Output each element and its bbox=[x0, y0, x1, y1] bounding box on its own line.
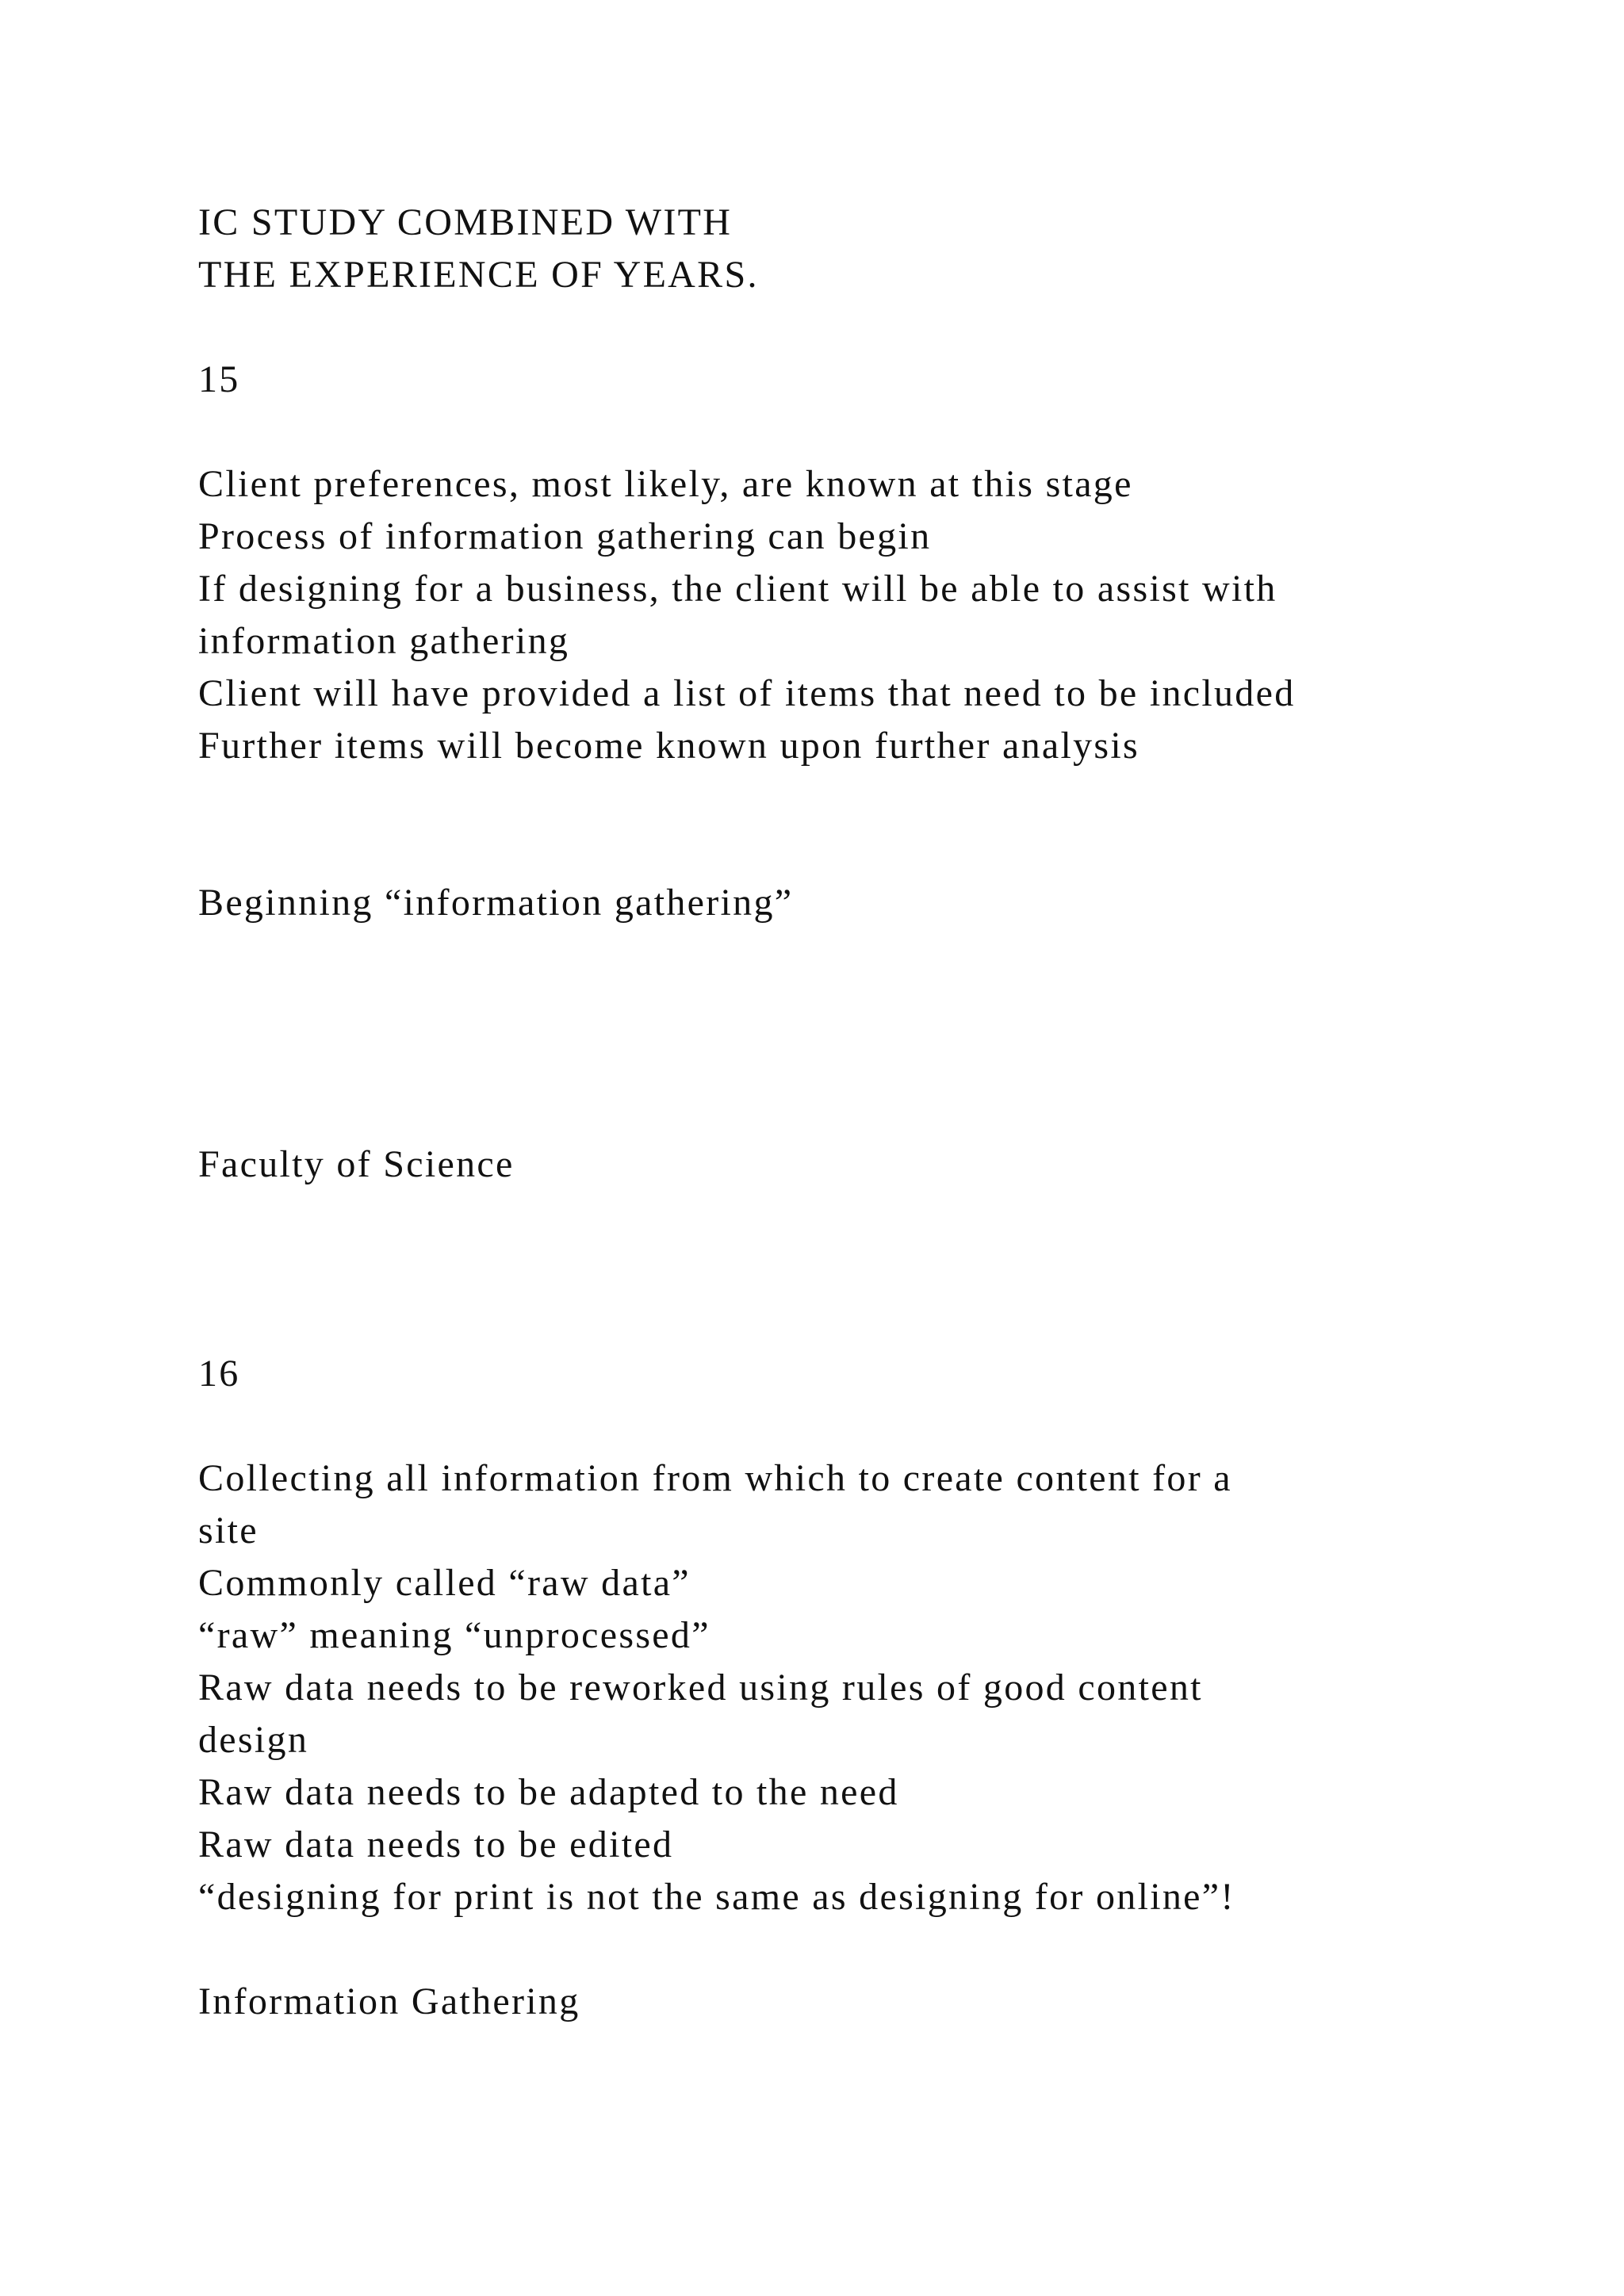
slide-title: Information Gathering bbox=[198, 1980, 580, 2022]
bullet-line: Raw data needs to be edited bbox=[198, 1823, 674, 1866]
bullet-line: information gathering bbox=[198, 620, 570, 662]
bullet-line: site bbox=[198, 1510, 259, 1552]
slide-title: Beginning “information gathering” bbox=[198, 882, 794, 924]
heading-line: IC STUDY COMBINED WITH bbox=[198, 201, 733, 243]
bullet-line: “designing for print is not the same as designing for online”! bbox=[198, 1876, 1235, 1918]
bullet-line: design bbox=[198, 1719, 309, 1761]
bullet-line: Raw data needs to be adapted to the need bbox=[198, 1771, 899, 1813]
bullet-line: “raw” meaning “unprocessed” bbox=[198, 1614, 710, 1656]
bullet-line: Further items will become known upon further analysis bbox=[198, 725, 1140, 767]
bullet-line: Collecting all information from which to create content for a bbox=[198, 1457, 1232, 1499]
bullet-line: Process of information gathering can begin bbox=[198, 515, 932, 557]
bullet-line: Raw data needs to be reworked using rules of good content bbox=[198, 1667, 1203, 1709]
bullet-line: Client preferences, most likely, are known at this stage bbox=[198, 463, 1133, 505]
slide-number: 15 bbox=[198, 358, 240, 400]
footer-text: Faculty of Science bbox=[198, 1143, 515, 1185]
bullet-line: If designing for a business, the client will be able to assist with bbox=[198, 568, 1277, 610]
slide-number: 16 bbox=[198, 1353, 240, 1395]
bullet-line: Commonly called “raw data” bbox=[198, 1562, 691, 1604]
bullet-line: Client will have provided a list of items that need to be included bbox=[198, 672, 1296, 714]
heading-line: THE EXPERIENCE OF YEARS. bbox=[198, 254, 759, 296]
